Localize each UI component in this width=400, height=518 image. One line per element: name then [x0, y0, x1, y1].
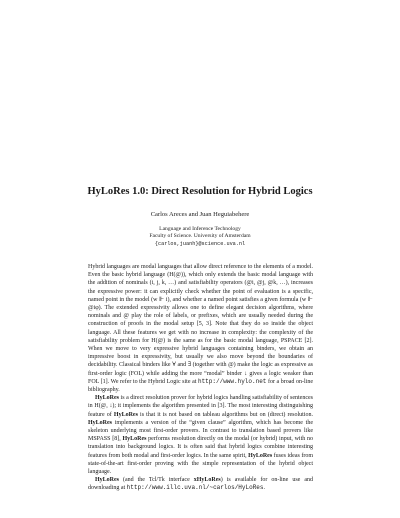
system-name: HyLoRes: [248, 452, 273, 459]
hylo-site-link[interactable]: http://www.hylo.net: [197, 377, 267, 385]
paper-body: [88, 263, 313, 493]
affiliation-group: Language and Inference Technology: [159, 226, 241, 232]
affiliation-institution: Faculty of Science. University of Amsterdam: [149, 233, 251, 240]
paragraph-prover-text-a: is a direct resolution prover for hybrid logics handling satisfiability of sentences in H(@, ↓); it implements the algorithm presented in [3]. The most interesting distinguishing feature of: [88, 395, 313, 418]
author-email: {carlos,juanh}@science.uva.nl: [154, 240, 246, 247]
paragraph-prover-text-c: implements a version of the “given clause” algorithm, which has become the skeleton underlying most first-order provers. In contrast to translation based provers like MSPASS [8],: [88, 419, 313, 443]
download-link[interactable]: http://www.illc.uva.nl/~carlos/HyLoRes: [126, 484, 264, 492]
title-system-name: HyLoRes: [87, 186, 130, 197]
paragraph-availability-end: .: [263, 485, 265, 492]
paragraph-intro: [88, 263, 313, 394]
interface-name: xHyLoRes: [193, 477, 221, 484]
title-rest: 1.0: Direct Resolution for Hybrid Logics: [129, 186, 313, 197]
paragraph-intro-end: for a broad on-line bibliography.: [88, 378, 313, 394]
system-name: HyLoRes: [113, 411, 138, 418]
affiliation: [0, 226, 400, 248]
system-name: HyLoRes: [88, 419, 112, 426]
paragraph-prover-text-d: performs resolution directly on the modal (or hybrid) input, with no translation into background logics. It is often said that hybrid logics combine interesting features from both modal and first-order logics. In the same spirit,: [88, 436, 313, 459]
authors: Carlos Areces and Juan Heguiabehere: [150, 211, 250, 218]
paragraph-prover-text-e: fuses ideas from state-of-the-art first-order proving with the simple representation of the hybrid object language.: [88, 452, 314, 476]
paragraph-intro-text: Hybrid languages are modal languages that allow direct reference to the elements of a model. Even the basic hybrid language (H(@)), which only extends the basic modal language with the addition of nominals (i, j, k, …) and satisfiability operators (@i, @j, @k, …), increases the expressive power: it can explicitly check whether the point of evaluation is a specific, named point in the model (w ⊩ i), and whether a named point satisfies a given formula (w ⊩ @iφ). The extended expressivity allows one to define elegant decision algorithms, where nominals and @ play the role of labels, or prefixes, which are usually needed during the construction of proofs in the modal setup [5, 3]. Note that they do so inside the object language. All these features we get with no increase in complexity: the complexity of the satisfiability problem for H(@) is the same as for the basic modal language, PSPACE [2]. When we move to very expressive hybrid languages containing binders, we obtain an impressive boost in expressivity, but usually we also move beyond the boundaries of decidability. Classical binders like ∀ and ∃ (together with @) make the logic as expressive as first-order logic (FOL) while adding the more “modal” binder ↓ gives a logic weaker than FOL [1]. We refer to the Hybrid Logic site at: [88, 264, 313, 385]
paragraph-prover-text-b: is that it is not based on tableau algorithms but on (direct) resolution.: [137, 411, 313, 418]
paragraph-availability-text-a: (and the Tcl/Tk interface: [119, 477, 194, 484]
paragraph-availability: [88, 476, 313, 492]
paragraph-prover: [88, 394, 313, 476]
system-name: HyLoRes: [95, 395, 119, 402]
paper-title: [0, 186, 400, 197]
system-name: HyLoRes: [95, 477, 119, 484]
system-name: HyLoRes: [122, 436, 147, 443]
paragraph-availability-text-b: ) is available for on-line use and downloading at: [88, 477, 313, 492]
